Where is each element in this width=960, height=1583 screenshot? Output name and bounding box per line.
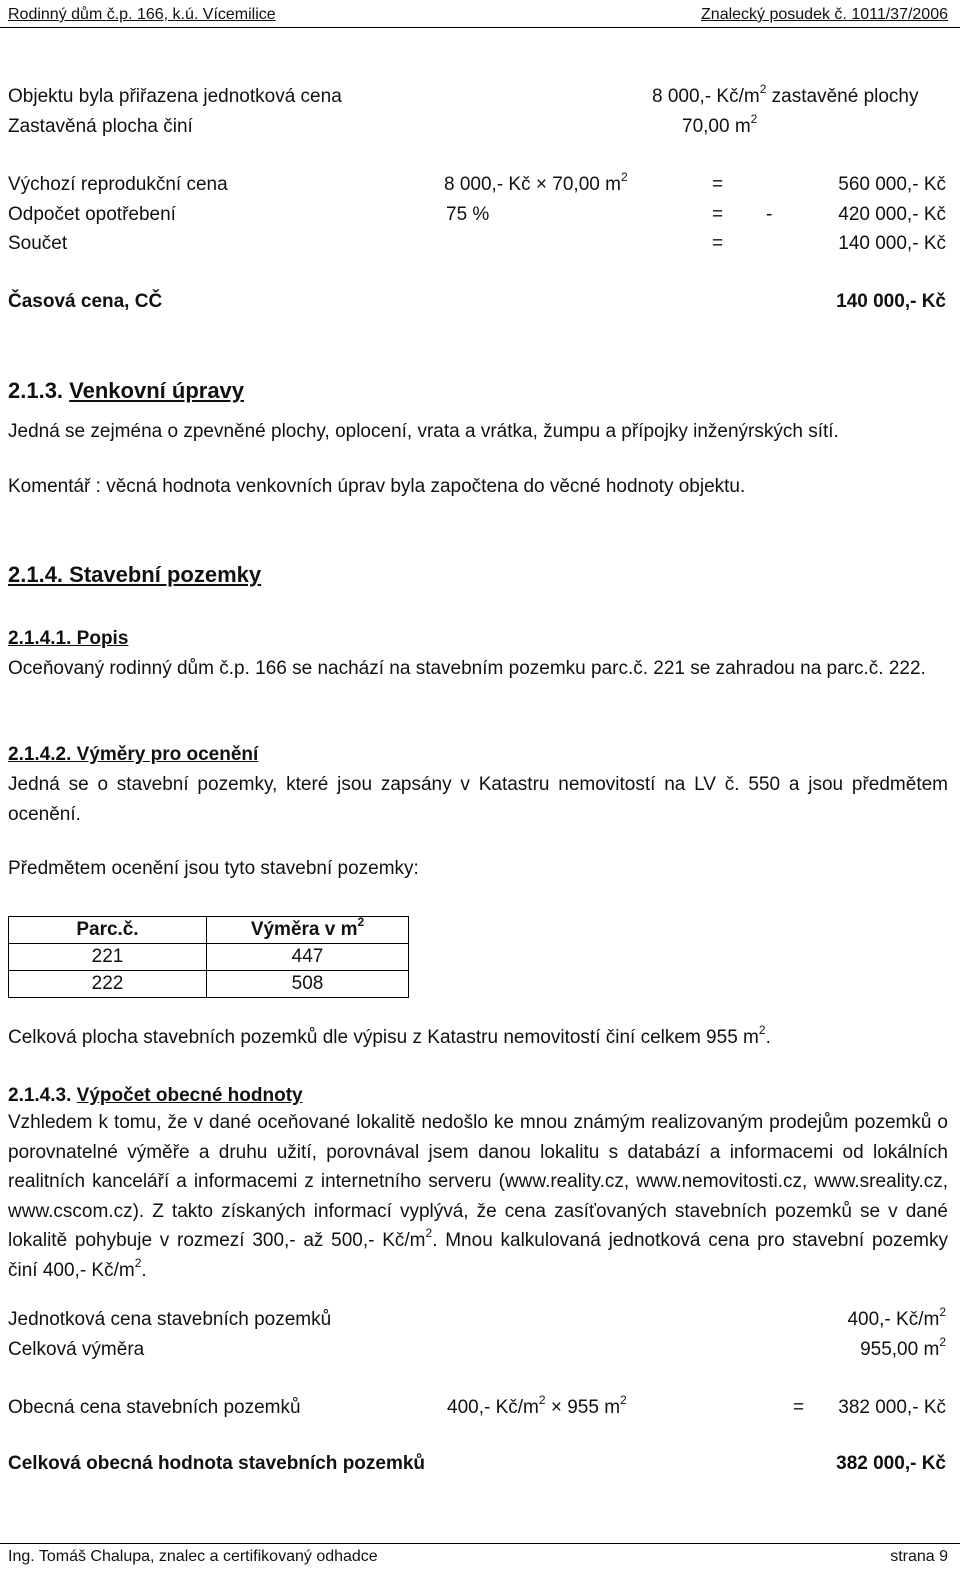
footer-page-number: strana 9	[890, 1548, 948, 1565]
section-2-1-4-2-heading: 2.1.4.2. Výměry pro ocenění	[8, 744, 259, 765]
repro-label: Výchozí reprodukční cena	[8, 174, 228, 195]
sum-eq: =	[712, 233, 724, 254]
total-market-value-label: Celková obecná hodnota stavebních pozemků	[8, 1453, 426, 1474]
section-2-1-3-comment: Komentář : věcná hodnota venkovních úprav byla započtena do věcné hodnoty objektu.	[8, 476, 746, 497]
wear-value: 420 000,- Kč	[838, 204, 946, 225]
section-2-1-4-2-text: Jedná se o stavební pozemky, které jsou zapsány v Katastru nemovitostí na LV č. 550 a jsou předmětem ocenění.	[8, 774, 948, 825]
repro-eq: =	[712, 174, 724, 195]
parcels-table	[8, 916, 409, 998]
repro-calc: 8 000,- Kč × 70,00 $m^2$	[444, 170, 628, 195]
market-price-calc: 400,- $Kč/m^2 \times 955$ $m^2$	[447, 1393, 627, 1418]
section-2-1-4-1-text: Oceňovaný rodinný dům č.p. 166 se nachází na stavebním pozemku parc.č. 221 se zahradou na parc.č. 222.	[8, 658, 926, 679]
total-market-value: 382 000,- Kč	[836, 1453, 946, 1474]
unit-price-label: Objektu byla přiřazena jednotková cena	[8, 86, 342, 107]
wear-pct: 75 %	[446, 204, 490, 225]
section-2-1-4-1-heading: 2.1.4.1. Popis	[8, 628, 129, 649]
section-2-1-4-3-heading: 2.1.4.3. Výpočet obecné hodnoty	[8, 1085, 303, 1106]
unit-price-value: 8 000,- $Kč/m^2$ zastavěné plochy	[652, 82, 919, 107]
time-price-label: Časová cena, CČ	[8, 291, 163, 312]
parcel-area-header: Výměra v $m^2$	[207, 917, 409, 944]
parcel-area-cell: 447	[207, 944, 409, 971]
footer-rule	[0, 1543, 960, 1544]
table-row	[9, 944, 409, 971]
header-rule	[0, 27, 960, 28]
section-2-1-4-3-text: Vzhledem k tomu, že v dané oceňované lokalitě nedošlo ke mnou známým realizovaným prodejům pozemků o porovnatelné výměře a druhu užití, porovnával jsem danou lokalitu s databází a informacemi od lokálních realitních kanceláří a informacemi z internetního serveru (www.reality.cz, www.nemovitosti.cz, www.sreality.cz, www.cscom.cz). Z takto získaných informací vyplývá, že cena zasíťovaných stavebních pozemků se v dané lokalitě pohybuje v rozmezí 300,- až 500,- $Kč/m^2$. Mnou kalkulovaná jednotková cena pro stavební pozemky činí 400,- $Kč/m^2$.	[8, 1112, 948, 1281]
total-area-text: Celková plocha stavebních pozemků dle výpisu z Katastru nemovitostí činí celkem 955 $m^2$.	[8, 1023, 771, 1048]
header-left: Rodinný dům č.p. 166, k.ú. Vícemilice	[8, 6, 276, 23]
market-price-value: 382 000,- Kč	[838, 1397, 946, 1418]
footer-left: Ing. Tomáš Chalupa, znalec a certifikovaný odhadce	[8, 1548, 378, 1565]
sum-value: 140 000,- Kč	[838, 233, 946, 254]
unit-price-land-label: Jednotková cena stavebních pozemků	[8, 1309, 332, 1330]
repro-value: 560 000,- Kč	[838, 174, 946, 195]
built-area-label: Zastavěná plocha činí	[8, 116, 193, 137]
section-2-1-3-heading: 2.1.3. Venkovní úpravy	[8, 378, 245, 403]
market-price-label: Obecná cena stavebních pozemků	[8, 1397, 301, 1418]
table-row	[9, 971, 409, 998]
section-2-1-3-text: Jedná se zejména o zpevněné plochy, oplocení, vrata a vrátka, žumpu a přípojky inženýrských sítí.	[8, 421, 839, 442]
total-area-value: 955,00 $m^2$	[860, 1335, 946, 1360]
parcels-intro: Předmětem ocenění jsou tyto stavební pozemky:	[8, 858, 419, 879]
built-area-value: 70,00 $m^2$	[682, 112, 758, 137]
wear-eq: =	[712, 204, 724, 225]
section-2-1-4-heading: 2.1.4. Stavební pozemky	[8, 562, 262, 587]
wear-minus: -	[766, 204, 773, 225]
header-right: Znalecký posudek č. 1011/37/2006	[701, 6, 948, 23]
parcel-number-header: Parc.č.	[9, 917, 207, 944]
parcel-area-cell: 508	[207, 971, 409, 998]
parcel-number-cell: 222	[9, 971, 207, 998]
unit-price-land-value: 400,- $Kč/m^2$	[847, 1305, 946, 1330]
market-price-eq: =	[793, 1397, 805, 1418]
wear-label: Odpočet opotřebení	[8, 204, 176, 225]
total-area-label: Celková výměra	[8, 1339, 145, 1360]
parcel-number-cell: 221	[9, 944, 207, 971]
sum-label: Součet	[8, 233, 68, 254]
parcels-table-header	[9, 917, 409, 944]
time-price-value: 140 000,- Kč	[836, 291, 946, 312]
